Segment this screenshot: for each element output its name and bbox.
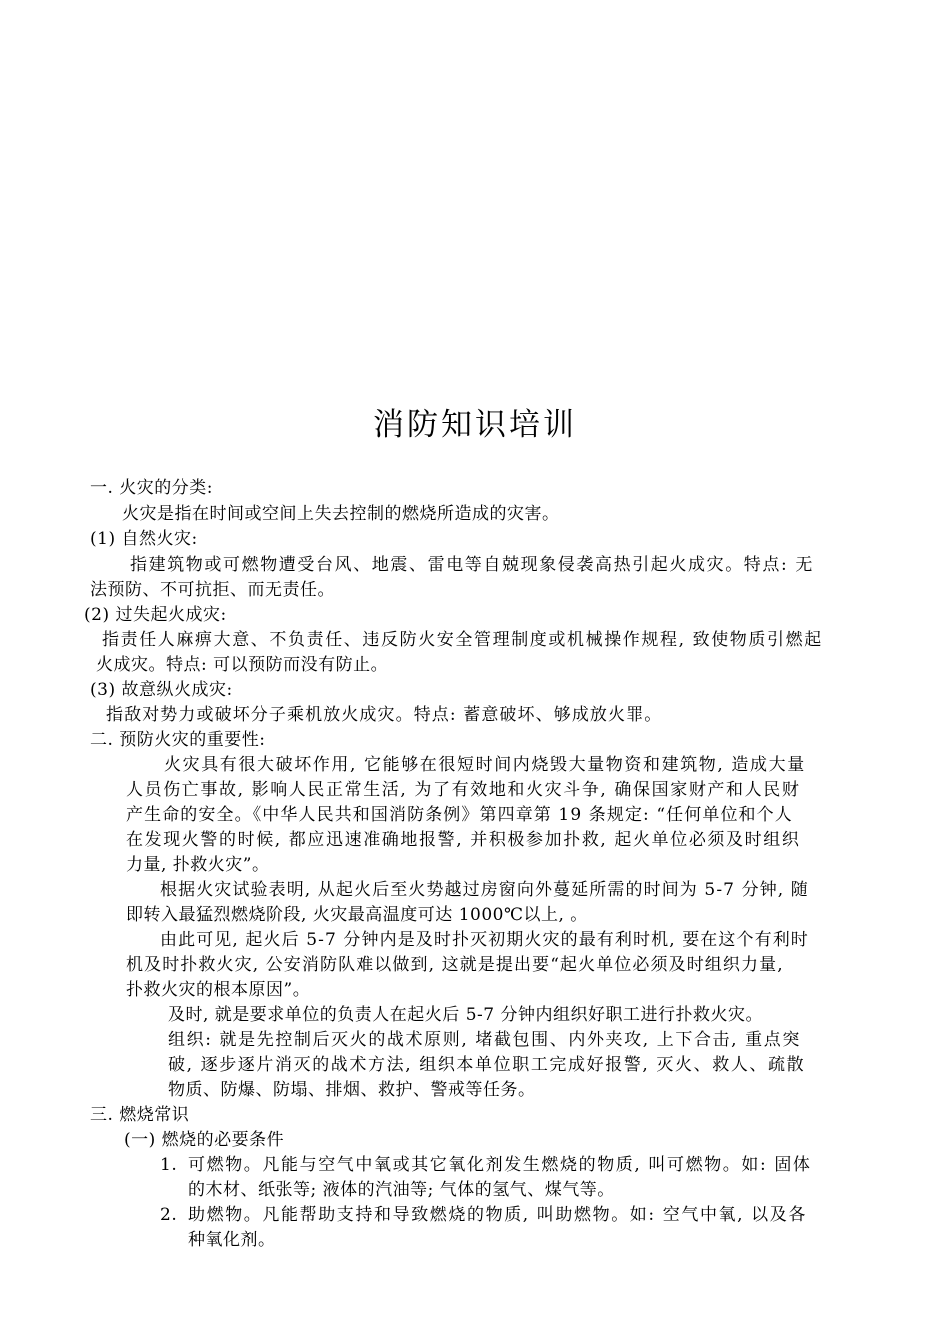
section2-p1-line1: 火灾具有很大破坏作用, 它能够在很短时间内烧毁大量物资和建筑物, 造成大量 — [164, 755, 806, 775]
section2-p3-line2: 机及时扑救火灾, 公安消防队难以做到, 这就是提出要“起火单位必须及时组织力量, — [126, 955, 784, 975]
list-item-line1: 可燃物。凡能与空气中氧或其它氧化剂发生燃烧的物质, 叫可燃物。如: 固体 — [188, 1155, 812, 1175]
section1-heading: 一. 火灾的分类: — [90, 478, 214, 498]
list-item-number: 2. — [160, 1205, 178, 1225]
section2-p2-line1: 根据火灾试验表明, 从起火后至火势越过房窗向外蔓延所需的时间为 5-7 分钟, 随 — [160, 880, 809, 900]
section3-heading: 三. 燃烧常识 — [90, 1105, 190, 1125]
section2-p1-line2: 人员伤亡事故, 影响人民正常生活, 为了有效地和火灾斗争, 确保国家财产和人民财 — [126, 780, 801, 800]
section2-p5-line2: 破, 逐步逐片消灭的战术方法, 组织本单位职工完成好报警, 灭火、救人、疏散 — [168, 1055, 806, 1075]
type1-line1: 指建筑物或可燃物遭受台风、地震、雷电等自兢现象侵袭高热引起火成灾。特点: 无 — [130, 555, 814, 575]
section2-p2-line2: 即转入最猛烈燃烧阶段, 火灾最高温度可达 1000℃以上, 。 — [126, 905, 588, 925]
type3-heading: (3) 故意纵火成灾: — [90, 680, 233, 700]
type2-line1: 指责任人麻痹大意、不负责任、违反防火安全管理制度或机械操作规程, 致使物质引燃起 — [102, 630, 823, 650]
type1-heading: (1) 自然火灾: — [90, 529, 198, 549]
type2-line2: 火成灾。特点: 可以预防而没有防止。 — [96, 655, 389, 675]
section2-heading: 二. 预防火灾的重要性: — [90, 730, 266, 750]
list-item-line2: 的木材、纸张等; 液体的汽油等; 气体的氢气、煤气等。 — [188, 1180, 615, 1200]
type3-line1: 指敌对势力或破坏分子乘机放火成灾。特点: 蓄意破坏、够成放火罪。 — [106, 705, 663, 725]
section2-p5-line3: 物质、防爆、防塌、排烟、救护、警戒等任务。 — [168, 1080, 536, 1100]
list-item-line2: 种氧化剂。 — [188, 1230, 276, 1250]
section2-p1-line4: 在发现火警的时候, 都应迅速准确地报警, 并积极参加扑救, 起火单位必须及时组织 — [126, 830, 801, 850]
section2-p4-line1: 及时, 就是要求单位的负责人在起火后 5-7 分钟内组织好职工进行扑救火灾。 — [168, 1005, 763, 1025]
type2-heading: (2) 过失起火成灾: — [84, 605, 227, 625]
section2-p1-line3: 产生命的安全。《中华人民共和国消防条例》第四章第 19 条规定: “任何单位和个人 — [126, 805, 793, 825]
section2-p3-line3: 扑救火灾的根本原因”。 — [126, 980, 311, 1000]
section3-sub1-heading: (一) 燃烧的必要条件 — [124, 1130, 285, 1150]
document-title: 消防知识培训 — [373, 407, 577, 443]
section2-p1-line5: 力量, 扑救火灾”。 — [126, 855, 270, 875]
section2-p3-line1: 由此可见, 起火后 5-7 分钟内是及时扑灭初期火灾的最有利时机, 要在这个有利时 — [160, 930, 809, 950]
section2-p5-line1: 组织: 就是先控制后灭火的战术原则, 堵截包围、内外夹攻, 上下合击, 重点突 — [168, 1030, 801, 1050]
type1-line2: 法预防、不可抗拒、而无责任。 — [90, 580, 335, 600]
list-item-line1: 助燃物。凡能帮助支持和导致燃烧的物质, 叫助燃物。如: 空气中氧, 以及各 — [188, 1205, 807, 1225]
list-item-number: 1. — [160, 1155, 178, 1175]
section1-definition: 火灾是指在时间或空间上失去控制的燃烧所造成的灾害。 — [122, 504, 560, 524]
